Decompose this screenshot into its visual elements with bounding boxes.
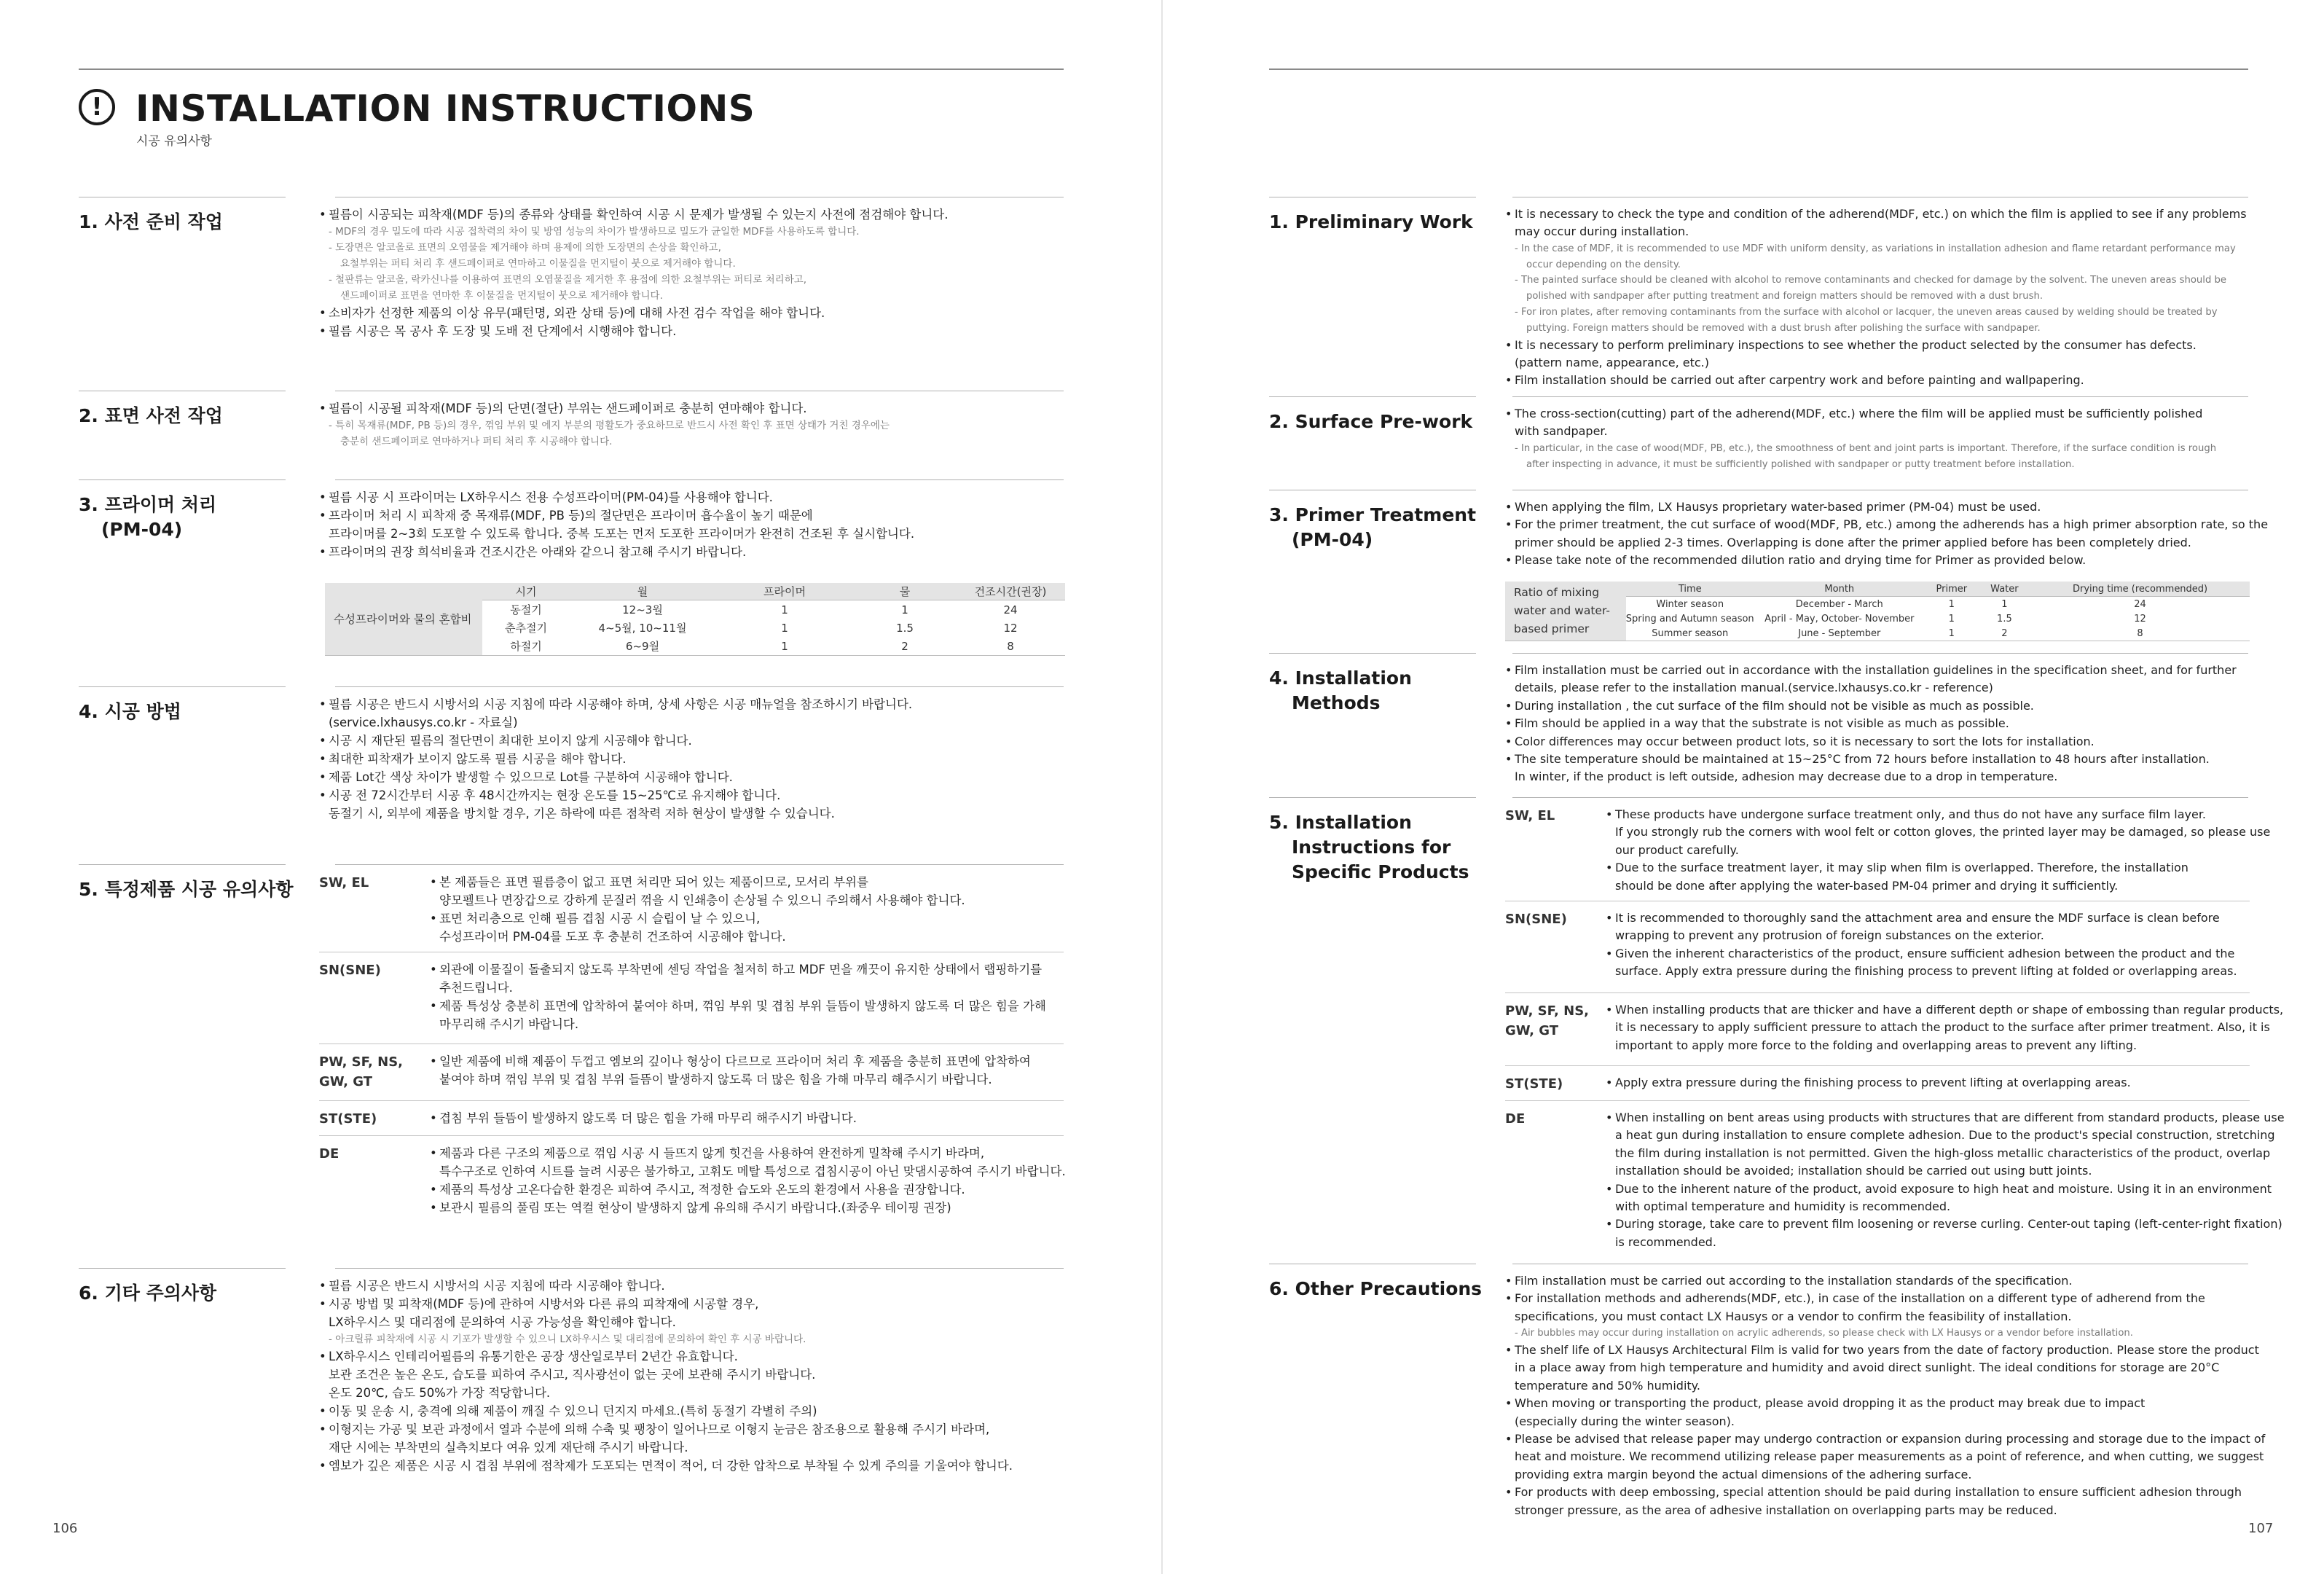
- table-cell: Spring and Autumn season: [1625, 613, 1754, 624]
- bullet-item: • For products with deep embossing, special attention should be paid during installation to ensure sufficient adhesion through: [1505, 1485, 2242, 1500]
- bullet-item: • During storage, take care to prevent film loosening or reverse curling. Center-out taping (left-center-right fixation): [1606, 1217, 2282, 1232]
- note-item: 요철부위는 퍼티 처리 후 샌드페이퍼로 연마하고 이물질을 먼지털이 붓으로 제거해야 합니다.: [340, 258, 736, 270]
- product-group-st: [319, 1100, 1064, 1135]
- bullet-item: • Film should be applied in a way that the substrate is not visible as much as possible.: [1505, 716, 2009, 731]
- product-group-st: [1505, 1065, 2250, 1100]
- bullet-item: • 필름 시공은 반드시 시방서의 시공 지침에 따라 시공해야 합니다.: [319, 1279, 665, 1293]
- table-cell: 1.5: [896, 621, 914, 635]
- table-cell: 2: [854, 637, 956, 656]
- bullet-item: • When installing on bent areas using products with structures that are different from standard products, please use: [1606, 1111, 2285, 1124]
- note-item: - MDF의 경우 밀도에 따라 시공 접착력의 차이 및 방염 성능의 차이가 발생하므로 밀도가 균일한 MDF를 사용하도록 합니다.: [329, 226, 860, 238]
- bullet-item: • Due to the inherent nature of the product, avoid exposure to high heat and moisture. Using it in an environment: [1606, 1181, 2272, 1196]
- table-cell: 12: [1003, 621, 1018, 635]
- section-title: 6. 기타 주의사항: [79, 1283, 217, 1304]
- section-content: [319, 864, 1064, 1237]
- section-title: 6. Other Precautions: [1269, 1278, 1483, 1299]
- product-group-label: SW, EL: [319, 875, 369, 890]
- primer-mixing-table: [1505, 582, 2250, 641]
- bullet-continuation: the film during installation is not permitted. Given the high-gloss metallic characteristics of the product, overlap: [1615, 1146, 2271, 1160]
- table-cell: 24: [1003, 603, 1018, 616]
- bullet-item: • For the primer treatment, the cut surface of wood(MDF, PB, etc.) among the adherends has a high primer absorption rate, so the: [1505, 517, 2269, 532]
- table-header-cell: Time: [1626, 582, 1754, 597]
- sub-rule: [319, 1135, 1064, 1136]
- product-group-de: [1505, 1100, 2285, 1268]
- top-rule: [79, 68, 1064, 70]
- bullet-item: • 엠보가 깊은 제품은 시공 시 겹침 부위에 점착제가 도포되는 면적이 적어, 더 강한 압착으로 부착될 수 있게 주의를 기울여야 합니다.: [319, 1459, 1013, 1473]
- bullet-continuation: a heat gun during installation to ensure complete adhesion. Due to the product's special construction, stretching: [1615, 1128, 2275, 1143]
- bullet-item: • Please be advised that release paper may undergo contraction or expansion during processing and storage due to the impact of: [1505, 1432, 2266, 1446]
- bullet-continuation: 수성프라이머 PM-04를 도포 후 충분히 건조하여 시공해야 합니다.: [439, 930, 786, 944]
- product-group-text: [430, 1052, 1031, 1089]
- section-content: [1505, 1272, 2266, 1519]
- section-preliminary-work: [79, 197, 1064, 388]
- table-cell: April - May, October- November: [1764, 613, 1915, 624]
- bullet-continuation: 붙여야 하며 꺾임 부위 및 겹침 부위 들뜸이 발생하지 않도록 더 많은 힘을 가해 마무리 해주시기 바랍니다.: [439, 1073, 992, 1086]
- bullet-continuation: in a place away from high temperature and humidity and avoid direct sunlight. The ideal conditions for storage are 20°C: [1515, 1360, 2220, 1375]
- bullet-continuation: 재단 시에는 부착면의 실측치보다 여유 있게 재단해 주시기 바랍니다.: [329, 1441, 688, 1454]
- product-group-text: [1606, 1074, 2131, 1092]
- table-cell: 12: [2134, 613, 2146, 624]
- table-cell: 1: [1925, 626, 1979, 641]
- table-cell: 하절기: [482, 637, 570, 656]
- bullet-item: • Please take note of the recommended dilution ratio and drying time for Primer as provided below.: [1505, 553, 2087, 568]
- bullet-continuation: with sandpaper.: [1515, 424, 1608, 439]
- product-group-text: [430, 873, 965, 946]
- bullet-continuation: 보관 조건은 높은 온도, 습도를 피하여 주시고, 직사광선이 없는 곳에 보관해 주시기 바랍니다.: [329, 1368, 816, 1382]
- product-group-text: [1606, 1001, 2283, 1054]
- bullet-item: • 필름이 시공될 피착재(MDF 등)의 단면(절단) 부위는 샌드페이퍼로 충분히 연마해야 합니다.: [319, 402, 807, 415]
- sub-rule: [1505, 992, 2250, 993]
- table-header-cell: Drying time (recommended): [2030, 582, 2250, 597]
- page-english: [1163, 0, 2324, 1574]
- table-header-cell: Primer: [1925, 582, 1979, 597]
- bullet-continuation: If you strongly rub the corners with wool felt or cotton gloves, the printed layer may be damaged, so please use: [1615, 825, 2271, 839]
- bullet-continuation: In winter, if the product is left outside, adhesion may decrease due to a drop in temperature.: [1515, 770, 2058, 784]
- bullet-continuation: (pattern name, appearance, etc.): [1515, 356, 1710, 369]
- section-content: [1505, 797, 2285, 1268]
- table-cell: 1: [715, 637, 854, 656]
- section-rule: [1512, 653, 2248, 654]
- bullet-item: • 제품 특성상 충분히 표면에 압착하여 붙여야 하며, 꺾임 부위 및 겹침 부위 들뜸이 발생하지 않도록 더 많은 힘을 가해: [430, 999, 1046, 1013]
- sub-rule: [1505, 1065, 2250, 1066]
- section-title: 1. Preliminary Work: [1269, 211, 1473, 232]
- product-group-sw-el: [1505, 797, 2271, 901]
- section-title: 3. 프라이머 처리 (PM-04): [79, 494, 217, 540]
- section-specific-products: [1269, 797, 2285, 1264]
- product-group-text: [1606, 909, 2237, 981]
- bullet-continuation: temperature and 50% humidity.: [1515, 1378, 1700, 1393]
- bullet-continuation: (especially during the winter season).: [1515, 1414, 1735, 1428]
- bullet-item: • LX하우시스 인테리어필름의 유통기한은 공장 생산일로부터 2년간 유효합니다.: [319, 1350, 738, 1363]
- note-item: 샌드페이퍼로 표면을 연마한 후 이물질을 먼지털이 붓으로 제거해야 합니다.: [340, 290, 663, 302]
- bullet-item: • 제품과 다른 구조의 제품으로 꺾임 시공 시 들뜨지 않게 힛건을 사용하여 완전하게 밀착해 주시기 바라며,: [430, 1146, 985, 1160]
- section-title: 2. 표면 사전 작업: [79, 405, 223, 426]
- table-header-cell: 건조시간(권장): [956, 583, 1065, 600]
- section-title: 3. Primer Treatment (PM-04): [1269, 504, 1477, 550]
- bullet-item: • 시공 방법 및 피착재(MDF 등)에 관하여 시방서와 다른 류의 피착재에 시공할 경우,: [319, 1297, 759, 1311]
- section-content: [319, 695, 1064, 823]
- table-cell: 1: [1948, 613, 1955, 624]
- bullet-continuation: with optimal temperature and humidity is recommended.: [1615, 1199, 1951, 1214]
- page-korean: [0, 0, 1161, 1574]
- bullet-continuation: providing extra margin beyond the actual dimensions of the adhering surface.: [1515, 1467, 1972, 1481]
- bullet-continuation: details, please refer to the installation manual.(service.lxhausys.co.kr - reference): [1515, 681, 1993, 695]
- section-title: 4. 시공 방법: [79, 701, 181, 722]
- section-rule: [335, 686, 1064, 687]
- bullet-item: • 필름 시공은 반드시 시방서의 시공 지침에 따라 시공해야 하며, 상세 사항은 시공 매뉴얼을 참조하시기 바랍니다.: [319, 697, 913, 711]
- sub-rule: [1505, 1100, 2250, 1101]
- section-content: [1505, 662, 2250, 786]
- table-header-row: [325, 583, 1065, 600]
- product-group-text: [1606, 1109, 2285, 1251]
- bullet-item: • These products have undergone surface treatment only, and thus do not have any surface film layer.: [1606, 807, 2207, 821]
- bullet-continuation: LX하우시스 및 대리점에 문의하여 시공 가능성을 확인해야 합니다.: [329, 1315, 676, 1329]
- table-cell: Summer season: [1626, 626, 1754, 641]
- bullet-item: • Film installation must be carried out according to the installation standards of the specification.: [1505, 1274, 2073, 1288]
- bullet-item: • It is recommended to thoroughly sand the attachment area and ensure the MDF surface is clean before: [1606, 911, 2220, 925]
- bullet-continuation: is recommended.: [1615, 1234, 1716, 1249]
- table-cell: 6~9월: [570, 637, 715, 656]
- primer-mixing-table: [325, 583, 1065, 656]
- section-rule: [1269, 653, 1476, 654]
- product-group-sw-el: [319, 864, 1064, 952]
- product-group-de: [319, 1135, 1064, 1237]
- bullet-item: • Apply extra pressure during the finishing process to prevent lifting at overlapping areas.: [1606, 1076, 2131, 1089]
- bullet-continuation: heat and moisture. We recommend utilizing release paper measurements as a point of reference, and when cutting, we suggest: [1515, 1449, 2264, 1464]
- bullet-item: • 제품의 특성상 고온다습한 환경은 피하여 주시고, 적정한 습도와 온도의 환경에서 사용을 권장합니다.: [430, 1183, 965, 1197]
- product-group-label: PW, SF, NS, GW, GT: [1505, 1003, 1590, 1038]
- bullet-item: • 소비자가 선정한 제품의 이상 유무(패턴명, 외관 상태 등)에 대해 사전 검수 작업을 해야 합니다.: [319, 306, 825, 320]
- product-group-text: [430, 1144, 1066, 1217]
- bullet-item: • 필름 시공은 목 공사 후 도장 및 도배 전 단계에서 시행해야 합니다.: [319, 324, 677, 338]
- page-number: 106: [52, 1521, 78, 1536]
- table-row-header: 수성프라이머와 물의 혼합비: [325, 583, 482, 656]
- bullet-continuation: 프라이머를 2~3회 도포할 수 있도록 합니다. 중복 도포는 먼저 도포한 프라이머가 완전히 건조된 후 실시합니다.: [329, 527, 915, 541]
- table-cell: 8: [2030, 626, 2250, 641]
- exclamation-circle-icon: !: [79, 89, 115, 125]
- bullet-continuation: specifications, you must contact LX Hausys or a vendor to confirm the feasibility of installation.: [1515, 1309, 2072, 1323]
- note-item: - 철판류는 알코올, 락카신나를 이용하여 표면의 오염물질을 제거한 후 용접에 의한 요철부위는 퍼티로 처리하고,: [329, 274, 807, 286]
- table-header-cell: 물: [854, 583, 956, 600]
- table-cell: 12~3월: [622, 603, 663, 616]
- product-group-text: [430, 960, 1046, 1033]
- bullet-item: • Film installation must be carried out in accordance with the installation guidelines in the specification sheet, and for further: [1505, 663, 2237, 677]
- table-header-cell: Water: [1979, 582, 2030, 597]
- bullet-item: • Color differences may occur between product lots, so it is necessary to sort the lots for installation.: [1505, 734, 2095, 748]
- bullet-continuation: 온도 20℃, 습도 50%가 가장 적당합니다.: [329, 1386, 551, 1400]
- note-item: - In the case of MDF, it is recommended to use MDF with uniform density, as variations in installation adhesion and flame retardant performance may: [1515, 243, 2236, 254]
- note-item: - For iron plates, after removing contaminants from the surface with alcohol or lacquer, the uneven areas caused by welding should be treated by: [1515, 307, 2218, 318]
- bullet-continuation: our product carefully.: [1615, 842, 1739, 857]
- bullet-item: • 이형지는 가공 및 보관 과정에서 열과 수분에 의해 수축 및 팽창이 일어나므로 이형지 눈금은 참조용으로 활용해 주시기 바라며,: [319, 1422, 990, 1436]
- note-item: - In particular, in the case of wood(MDF, PB, etc.), the smoothness of bent and joint parts is important. Therefore, if the surface condition is rough: [1515, 442, 2217, 454]
- table-cell: 1: [2001, 598, 2008, 610]
- section-title: 4. Installation Methods: [1269, 667, 1412, 713]
- bullet-item: • 본 제품들은 표면 필름층이 없고 표면 처리만 되어 있는 제품이므로, 모서리 부위를: [430, 875, 868, 889]
- table-cell: Winter season: [1656, 598, 1724, 610]
- section-content: [319, 1277, 1064, 1475]
- note-item: - 아크릴류 피착재에 시공 시 기포가 발생할 수 있으니 LX하우시스 및 대리점에 문의하여 확인 후 시공 바랍니다.: [329, 1334, 806, 1345]
- section-rule: [79, 1268, 286, 1269]
- section-primer-treatment: [1269, 490, 2269, 647]
- bullet-continuation: (service.lxhausys.co.kr - 자료실): [329, 716, 518, 729]
- bullet-continuation: stronger pressure, as the area of adhesive installation on overlapping parts may be reduced.: [1515, 1503, 2057, 1517]
- section-title: 5. Installation Instructions for Specific Products: [1269, 812, 1469, 882]
- note-item: puttying. Foreign matters should be removed with a dust brush after polishing the surface with sandpaper.: [1526, 322, 2041, 334]
- product-group-label: DE: [1505, 1111, 1526, 1127]
- section-content: [1505, 205, 2250, 390]
- product-group-label: DE: [319, 1146, 339, 1162]
- bullet-continuation: may occur during installation.: [1515, 224, 1689, 239]
- section-preliminary-work: [1269, 197, 2248, 394]
- bullet-item: • Film installation should be carried out after carpentry work and before painting and wallpapering.: [1505, 373, 2084, 388]
- note-item: - Air bubbles may occur during installation on acrylic adherends, so please check with LX Hausys or a vendor before installation.: [1515, 1328, 2133, 1339]
- table-cell: 동절기: [510, 603, 542, 616]
- section-other-precautions: [79, 1268, 1064, 1523]
- page-subtitle: 시공 유의사항: [136, 134, 212, 149]
- bullet-item: • 프라이머 처리 시 피착재 중 목재류(MDF, PB 등)의 절단면은 프라이머 흡수율이 높기 때문에: [319, 509, 813, 522]
- note-item: - 도장면은 알코올로 표면의 오염물을 제거해야 하며 용제에 의한 도장면의 손상을 확인하고,: [329, 242, 721, 254]
- table-header-row: [1505, 582, 2250, 597]
- bullet-item: • When moving or transporting the product, please avoid dropping it as the product may break due to impact: [1505, 1396, 2146, 1411]
- table-cell: June - September: [1754, 626, 1925, 641]
- table-header-cell: Month: [1754, 582, 1925, 597]
- table-cell: 4~5월, 10~11월: [598, 622, 687, 635]
- bullet-continuation: it is necessary to apply sufficient pressure to attach the product to the surface after primer treatment. Also, it is: [1615, 1020, 2270, 1035]
- bullet-continuation: surface. Apply extra pressure during the finishing process to prevent lifting at folded or overlapping areas.: [1615, 964, 2237, 979]
- table-header-cell: 월: [570, 583, 715, 600]
- bullet-continuation: 특수구조로 인하여 시트를 늘려 시공은 불가하고, 고휘도 메탈 특성으로 겹침시공이 아닌 맞댐시공하여 주시기 바랍니다.: [439, 1164, 1066, 1178]
- section-installation-methods: [79, 686, 1064, 861]
- table-cell: December - March: [1795, 598, 1883, 610]
- bullet-continuation: should be done after applying the water-based PM-04 primer and drying it sufficiently.: [1615, 878, 2119, 893]
- table-cell: 8: [956, 637, 1065, 656]
- product-group-label: ST(STE): [319, 1111, 377, 1127]
- bullet-item: • 제품 Lot간 색상 차이가 발생할 수 있으므로 Lot를 구분하여 시공해야 합니다.: [319, 770, 733, 784]
- table-cell: 1: [901, 603, 908, 616]
- table-cell: 춘추절기: [505, 622, 547, 635]
- product-group-pw: [319, 1044, 1064, 1100]
- section-content: [319, 488, 1064, 653]
- note-item: occur depending on the density.: [1526, 259, 1681, 270]
- product-group-sn: [319, 952, 1064, 1044]
- table-cell: 2: [1979, 626, 2030, 641]
- bullet-continuation: primer should be applied 2-3 times. Overlapping is done after the primer applied before has been completely dried.: [1515, 535, 2191, 549]
- note-item: 충분히 샌드페이퍼로 연마하거나 퍼티 처리 후 시공해야 합니다.: [340, 436, 613, 447]
- page-number: 107: [2248, 1521, 2274, 1536]
- section-rule: [335, 1268, 1064, 1269]
- bullet-item: • 보관시 필름의 풀림 또는 역컬 현상이 발생하지 않게 유의해 주시기 바랍니다.(좌중우 테이핑 권장): [430, 1201, 951, 1215]
- bullet-item: • Due to the surface treatment layer, it may slip when film is overlapped. Therefore, the installation: [1606, 861, 2188, 875]
- bullet-item: • 겹침 부위 들뜸이 발생하지 않도록 더 많은 힘을 가해 마무리 해주시기 바랍니다.: [430, 1111, 857, 1125]
- bullet-item: • When installing products that are thicker and have a different depth or shape of embossing than regular products,: [1606, 1003, 2284, 1017]
- bullet-item: • The cross-section(cutting) part of the adherend(MDF, etc.) where the film will be applied must be sufficiently polished: [1505, 407, 2203, 420]
- product-group-text: [1606, 806, 2270, 895]
- product-group-label: ST(STE): [1505, 1076, 1563, 1092]
- table-cell: 24: [2134, 598, 2146, 610]
- product-group-pw: [1505, 992, 2284, 1065]
- bullet-item: • When applying the film, LX Hausys proprietary water-based primer (PM-04) must be used.: [1505, 500, 2041, 514]
- section-rule: [1269, 396, 1476, 397]
- bullet-item: • 시공 전 72시간부터 시공 후 48시간까지는 현장 온도를 15~25℃로 유지해야 합니다.: [319, 788, 781, 802]
- section-title: 5. 특정제품 시공 유의사항: [79, 879, 294, 900]
- bullet-item: • 시공 시 재단된 필름의 절단면이 최대한 보이지 않게 시공해야 합니다.: [319, 734, 692, 748]
- bullet-continuation: 동절기 시, 외부에 제품을 방치할 경우, 기온 하락에 따른 점착력 저하 현상이 발생할 수 있습니다.: [329, 807, 835, 821]
- note-item: after inspecting in advance, it must be sufficiently polished with sandpaper or putty treatment before installation.: [1526, 458, 2075, 470]
- product-group-label: SN(SNE): [1505, 912, 1567, 927]
- bullet-item: • 필름 시공 시 프라이머는 LX하우시스 전용 수성프라이머(PM-04)를 사용해야 합니다.: [319, 490, 773, 504]
- bullet-item: • 외관에 이물질이 돌출되지 않도록 부착면에 센딩 작업을 철저히 하고 MDF 면을 깨끗이 유지한 상태에서 랩핑하기를: [430, 963, 1043, 976]
- top-rule: [1269, 68, 2248, 70]
- table-cell: 1: [1948, 598, 1955, 610]
- product-group-sn: [1505, 901, 2250, 992]
- note-item: - The painted surface should be cleaned with alcohol to remove contaminants and checked for damage by the solvent. The uneven areas should be: [1515, 275, 2226, 286]
- product-group-label: PW, SF, NS, GW, GT: [319, 1054, 404, 1089]
- section-title: 1. 사전 준비 작업: [79, 211, 223, 232]
- section-primer-treatment: [79, 479, 1064, 684]
- product-group-text: [430, 1109, 857, 1127]
- section-rule: [79, 686, 286, 687]
- page-title: INSTALLATION INSTRUCTIONS: [136, 87, 755, 130]
- table-cell: 1.5: [1997, 613, 2012, 624]
- bullet-item: • 프라이머의 권장 희석비율과 건조시간은 아래와 같으니 참고해 주시기 바랍니다.: [319, 545, 747, 559]
- bullet-continuation: 양모펠트나 면장갑으로 강하게 문질러 꺾을 시 인쇄층이 손상될 수 있으니 주의해서 사용해야 합니다.: [439, 893, 965, 907]
- bullet-item: • It is necessary to perform preliminary inspections to see whether the product selected by the consumer has defects.: [1505, 337, 2197, 352]
- section-other-precautions: [1269, 1264, 2266, 1526]
- section-content: [319, 205, 1064, 340]
- section-rule: [1512, 396, 2248, 397]
- section-rule: [335, 479, 1064, 480]
- bullet-continuation: 추천드립니다.: [439, 981, 513, 995]
- table-cell: 1: [781, 621, 788, 635]
- table-cell: 1: [781, 603, 788, 616]
- bullet-continuation: installation should be avoided; installation should be carried out using butt joints.: [1615, 1164, 2092, 1178]
- note-item: polished with sandpaper after putting treatment and foreign matters should be removed with a dust brush.: [1526, 291, 2044, 302]
- section-rule: [79, 864, 286, 865]
- section-title: 2. Surface Pre-work: [1269, 411, 1473, 432]
- section-surface-prework: [1269, 396, 2248, 488]
- bullet-item: • It is necessary to check the type and condition of the adherend(MDF, etc.) on which the film is applied to see if any problems: [1505, 207, 2247, 221]
- bullet-continuation: wrapping to prevent any protrusion of foreign substances on the exterior.: [1615, 928, 2044, 943]
- bullet-item: • 표면 처리층으로 인해 필름 겹침 시공 시 슬립이 날 수 있으니,: [430, 912, 761, 925]
- bullet-item: • The shelf life of LX Hausys Architectural Film is valid for two years from the date of factory production. Please store the product: [1505, 1343, 2259, 1358]
- section-rule: [1269, 797, 1476, 798]
- product-group-label: SW, EL: [1505, 808, 1555, 823]
- table-header-cell: 프라이머: [715, 583, 854, 600]
- section-content: [1505, 405, 2250, 472]
- bullet-item: • 필름이 시공되는 피착재(MDF 등)의 종류와 상태를 확인하여 시공 시 문제가 발생될 수 있는지 사전에 점검해야 합니다.: [319, 208, 949, 222]
- section-rule: [79, 479, 286, 480]
- section-installation-methods: [1269, 653, 2248, 796]
- table-header-cell: 시기: [482, 583, 570, 600]
- bullet-item: • The site temperature should be maintained at 15~25°C from 72 hours before installation to 48 hours after installation.: [1505, 752, 2210, 767]
- product-group-label: SN(SNE): [319, 963, 381, 978]
- bullet-item: • For installation methods and adherends(MDF, etc.), in case of the installation on a different type of adherend from the: [1505, 1291, 2205, 1306]
- section-specific-products: [79, 864, 1064, 1265]
- section-surface-prework: [79, 391, 1064, 477]
- sub-rule: [319, 1100, 1064, 1101]
- section-content: [1505, 498, 2269, 639]
- bullet-item: • 이동 및 운송 시, 충격에 의해 제품이 깨질 수 있으니 던지지 마세요.(특히 동절기 각별히 주의): [319, 1404, 817, 1418]
- bullet-continuation: 마무리해 주시기 바랍니다.: [439, 1017, 579, 1031]
- section-content: [319, 399, 1064, 450]
- bullet-continuation: important to apply more force to the folding and overlapping areas to prevent any lifting.: [1615, 1038, 2137, 1052]
- bullet-item: • 일반 제품에 비해 제품이 두껍고 엠보의 깊이나 형상이 다르므로 프라이머 처리 후 제품을 충분히 표면에 압착하여: [430, 1054, 1031, 1068]
- bullet-item: • 최대한 피착재가 보이지 않도록 필름 시공을 해야 합니다.: [319, 752, 627, 766]
- bullet-item: • During installation , the cut surface of the film should not be visible as much as possible.: [1505, 698, 2034, 713]
- note-item: - 특히 목재류(MDF, PB 등)의 경우, 꺾임 부위 및 에지 부분의 평활도가 중요하므로 반드시 사전 확인 후 표면 상태가 거친 경우에는: [329, 420, 890, 431]
- bullet-item: • Given the inherent characteristics of the product, ensure sufficient adhesion between the product and the: [1606, 946, 2235, 960]
- table-row-header: Ratio of mixing water and water-based primer: [1505, 582, 1626, 641]
